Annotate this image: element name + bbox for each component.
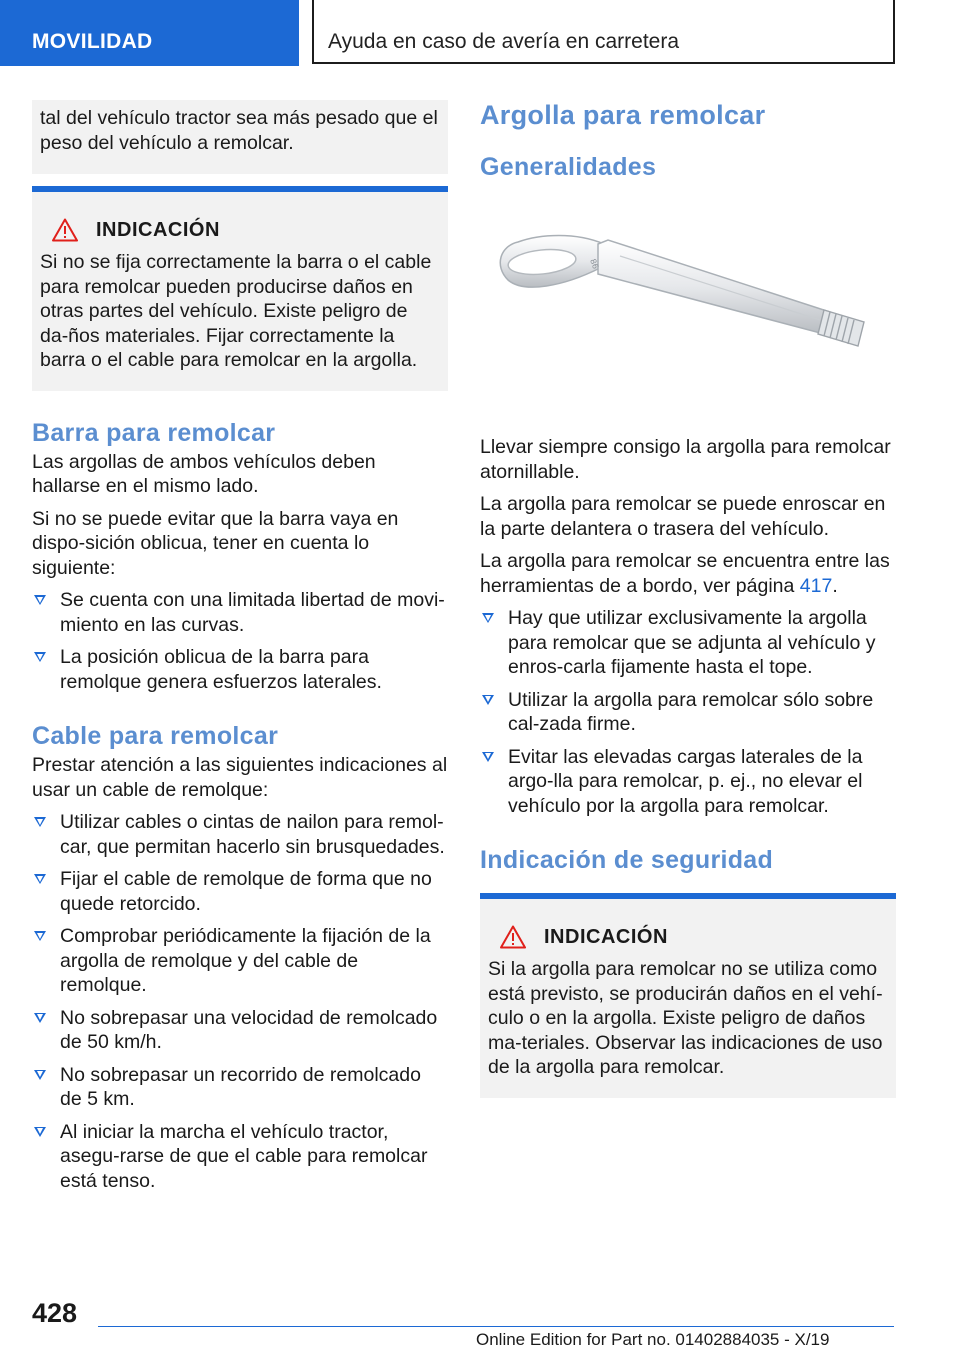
- footer-divider: [98, 1326, 894, 1327]
- bullet-triangle-icon: [482, 613, 494, 623]
- bullet-list-barra: [32, 588, 448, 694]
- right-column: [480, 100, 896, 1098]
- bullet-triangle-icon: [34, 1013, 46, 1023]
- paragraph: Prestar atención a las siguientes indicaciones al usar un cable de remolque:: [32, 754, 448, 801]
- continued-note-box: [32, 100, 448, 174]
- warning-box-2: [480, 893, 896, 1098]
- left-column: [32, 100, 448, 1201]
- list-item: [32, 924, 448, 998]
- paragraph: Las argollas de ambos vehículos deben hallarse en el mismo lado.: [32, 450, 376, 497]
- list-item: [32, 867, 448, 916]
- page-number: 428: [32, 1298, 78, 1328]
- page-reference-link[interactable]: 417: [799, 574, 833, 597]
- section-heading-seguridad: Indicación de seguridad: [480, 846, 774, 874]
- continued-note-text: tal del vehículo tractor sea más pesado que el peso del vehículo a remolcar.: [40, 107, 438, 154]
- bullet-triangle-icon: [34, 931, 46, 941]
- list-item: [480, 688, 896, 737]
- list-item-text: Utilizar la argolla para remolcar sólo sobre cal-zada firme.: [508, 688, 874, 735]
- tow-eye-illustration: [480, 204, 896, 404]
- bullet-list-argolla: [480, 606, 896, 818]
- section-heading-barra: Barra para remolcar: [32, 418, 276, 447]
- bullet-triangle-icon: [482, 752, 494, 762]
- warning-triangle-icon: [500, 925, 526, 949]
- warning-box-1: [32, 186, 448, 391]
- list-item-text: Utilizar cables o cintas de nailon para remol-car, que permitan hacerlo sin brusquedades.: [60, 811, 445, 858]
- warning-title: [40, 218, 440, 242]
- list-item-text: Al iniciar la marcha el vehículo tractor, asegu-rarse de que el cable para remolcar está tenso.: [60, 1120, 428, 1192]
- warning-title-label: INDICACIÓN: [96, 218, 220, 241]
- list-item-text: Fijar el cable de remolque de forma que no quede retorcido.: [60, 868, 432, 915]
- bullet-triangle-icon: [34, 652, 46, 662]
- list-item-text: Se cuenta con una limitada libertad de movi-miento en las curvas.: [60, 589, 445, 636]
- paragraph-text: La argolla para remolcar se encuentra entre las herramientas de a bordo, ver página: [480, 550, 890, 597]
- bullet-triangle-icon: [34, 595, 46, 605]
- warning-title: [488, 925, 888, 949]
- svg-text:86: 86: [588, 257, 601, 271]
- list-item: [480, 745, 896, 819]
- list-item: [32, 1063, 448, 1112]
- warning-triangle-icon: [52, 218, 78, 242]
- warning-text: Si no se fija correctamente la barra o el cable para remolcar pueden producirse daños en otras partes del vehículo. Existe peligro de da-ños materiales. Fijar correctamente la barra o el cable para remolcar en la argolla.: [40, 251, 432, 371]
- header-section-tab: MOVILIDAD: [0, 0, 299, 66]
- bullet-triangle-icon: [34, 1070, 46, 1080]
- bullet-triangle-icon: [34, 817, 46, 827]
- footer-edition-text: Online Edition for Part no. 01402884035 - X/19: [476, 1330, 830, 1349]
- warning-text: Si la argolla para remolcar no se utiliza como está previsto, se producirán daños en el vehí-culo o en la argolla. Existe peligro de daños ma-teriales. Observar las indicaciones de uso de la argolla para remolcar.: [488, 958, 883, 1078]
- list-item: [32, 645, 448, 694]
- bullet-list-cable: [32, 810, 448, 1193]
- list-item-text: Evitar las elevadas cargas laterales de la argo-lla para remolcar, p. ej., no elevar el vehículo por la argolla para remolcar.: [508, 745, 863, 817]
- list-item: [32, 810, 448, 859]
- bullet-triangle-icon: [34, 1127, 46, 1137]
- bullet-triangle-icon: [482, 695, 494, 705]
- list-item-text: Hay que utilizar exclusivamente la argolla para remolcar que se adjunta al vehículo y enros-carla fijamente hasta el tope.: [508, 607, 876, 678]
- paragraph: Si no se puede evitar que la barra vaya en dispo-sición oblicua, tener en cuenta lo siguiente:: [32, 507, 399, 579]
- warning-title-label: INDICACIÓN: [544, 925, 668, 948]
- list-item-text: La posición oblicua de la barra para remolque genera esfuerzos laterales.: [60, 646, 382, 693]
- list-item-text: No sobrepasar un recorrido de remolcado de 5 km.: [60, 1063, 421, 1110]
- list-item-text: No sobrepasar una velocidad de remolcado de 50 km/h.: [60, 1006, 438, 1053]
- section-heading-argolla: Argolla para remolcar: [480, 100, 766, 130]
- paragraph-end: .: [832, 574, 838, 597]
- list-item: [32, 1120, 448, 1194]
- header-chapter-title: Ayuda en caso de avería en carretera: [312, 0, 895, 64]
- paragraph: [480, 549, 896, 598]
- section-heading-cable: Cable para remolcar: [32, 722, 279, 750]
- list-item-text: Comprobar periódicamente la fijación de la argolla de remolque y del cable de remolque.: [60, 925, 431, 996]
- list-item: [32, 1006, 448, 1055]
- list-item: [480, 606, 896, 680]
- paragraph: La argolla para remolcar se puede enroscar en la parte delantera o trasera del vehículo.: [480, 493, 886, 540]
- bullet-triangle-icon: [34, 874, 46, 884]
- list-item: [32, 588, 448, 637]
- subheading-generalidades: Generalidades: [480, 153, 657, 181]
- paragraph: Llevar siempre consigo la argolla para remolcar atornillable.: [480, 436, 891, 483]
